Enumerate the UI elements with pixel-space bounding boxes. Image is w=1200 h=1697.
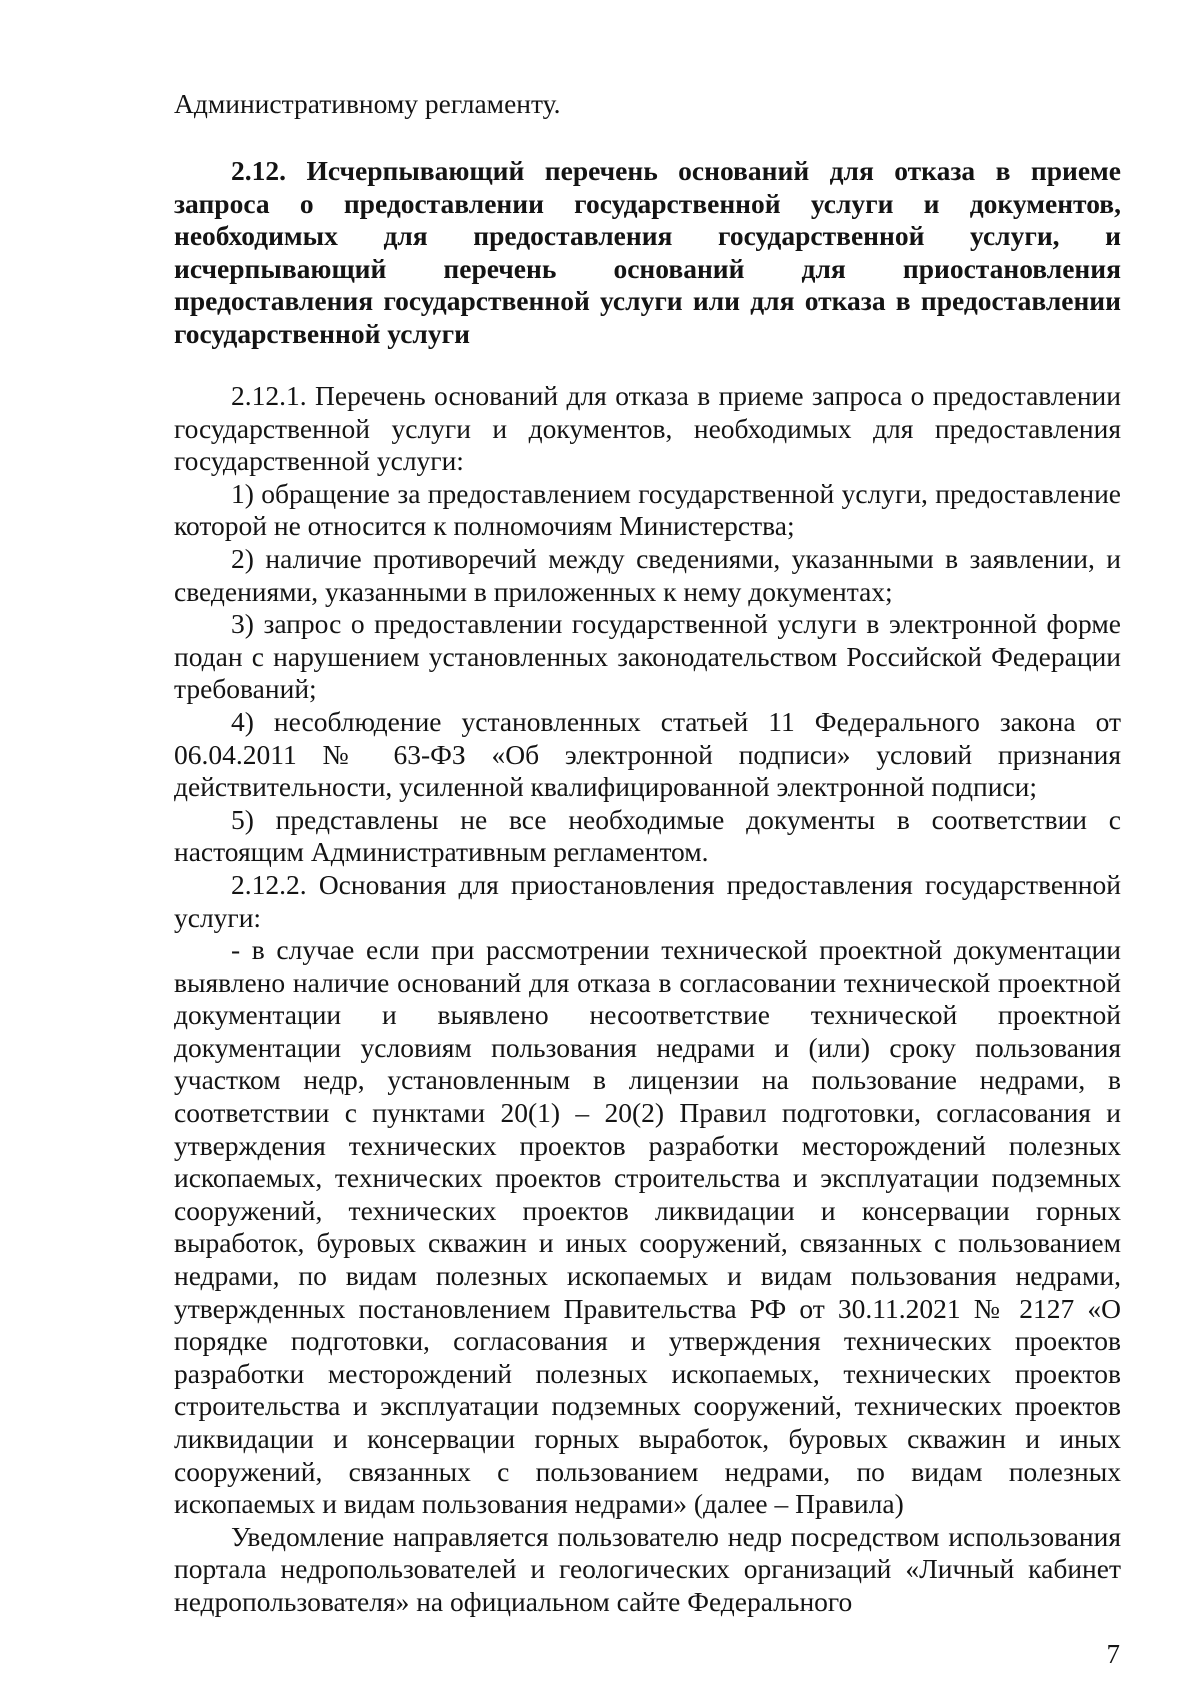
- section-heading: 2.12. Исчерпывающий перечень оснований для отказа в приеме запроса о предоставлении государственной услуги и документов, необходимых для предоставления государственной услуги, и исчерпывающий перечень оснований для приостановления предоставления государственной услуги или для отказа в предоставлении государственной услуги: [174, 155, 1121, 349]
- list-item-1: 1) обращение за предоставлением государственной услуги, предоставление которой не относится к полномочиям Министерства;: [174, 477, 1121, 542]
- paragraph-2-12-1: 2.12.1. Перечень оснований для отказа в приеме запроса о предоставлении государственной услуги и документов, необходимых для предоставления государственной услуги:: [174, 380, 1121, 477]
- notification-paragraph: Уведомление направляется пользователю недр посредством использования портала недропользователей и геологических организаций «Личный кабинет недропользователя» на официальном сайте Федерального: [174, 1520, 1121, 1617]
- page-number: 7: [1106, 1639, 1120, 1669]
- list-item-5: 5) представлены не все необходимые документы в соответствии с настоящим Административным регламентом.: [174, 803, 1121, 868]
- document-body: [174, 380, 1121, 1619]
- list-item-2: 2) наличие противоречий между сведениями, указанными в заявлении, и сведениями, указанными в приложенных к нему документах;: [174, 542, 1121, 607]
- suspension-grounds-paragraph: - в случае если при рассмотрении технической проектной документации выявлено наличие оснований для отказа в согласовании технической проектной документации и выявлено несоответствие технической проектной документации условиям пользования недрами и (или) сроку пользования участком недр, установленным в лицензии на пользование недрами, в соответствии с пунктами 20(1) – 20(2) Правил подготовки, согласования и утверждения технических проектов разработки месторождений полезных ископаемых, технических проектов строительства и эксплуатации подземных сооружений, технических проектов ликвидации и консервации горных выработок, буровых скважин и иных сооружений, связанных с пользованием недрами, по видам полезных ископаемых и видам пользования недрами, утвержденных постановлением Правительства РФ от 30.11.2021 № 2127 «О порядке подготовки, согласования и утверждения технических проектов разработки месторождений полезных ископаемых, технических проектов строительства и эксплуатации подземных сооружений, технических проектов ликвидации и консервации горных выработок, буровых скважин и иных сооружений, связанных с пользованием недрами, по видам полезных ископаемых и видам пользования недрами» (далее – Правила): [174, 934, 1121, 1520]
- list-item-4: 4) несоблюдение установленных статьей 11 Федерального закона от 06.04.2011 № 63-ФЗ «Об электронной подписи» условий признания действительности, усиленной квалифицированной электронной подписи;: [174, 705, 1121, 803]
- intro-line: Административному регламенту.: [174, 88, 561, 119]
- paragraph-2-12-2: 2.12.2. Основания для приостановления предоставления государственной услуги:: [174, 868, 1121, 933]
- list-item-3: 3) запрос о предоставлении государственной услуги в электронной форме подан с нарушением установленных законодательством Российской Федерации требований;: [174, 608, 1121, 705]
